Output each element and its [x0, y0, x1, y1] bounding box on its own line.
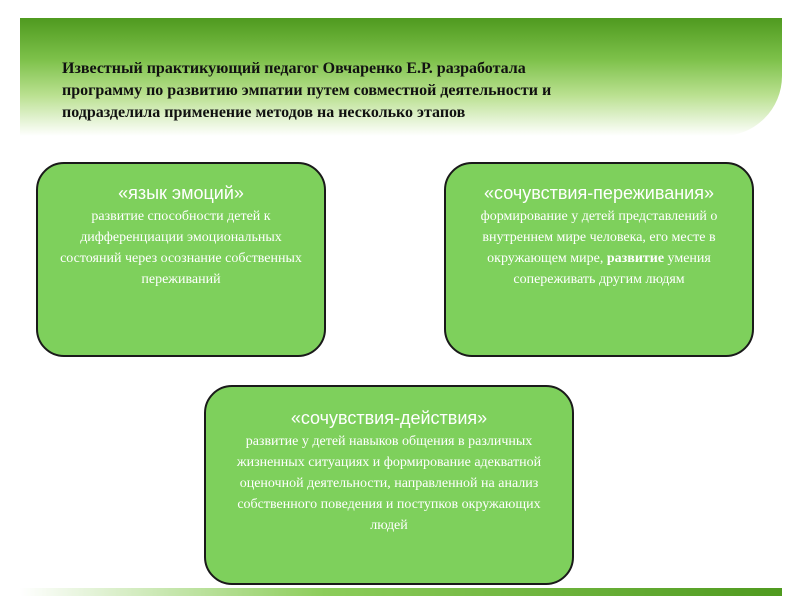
slide-heading: Известный практикующий педагог Овчаренко Е.Р. разработала программу по развитию эмпатии путем совместной деятельности и подразделила применение методов на несколько этапов [62, 60, 552, 121]
card-title: «сочувствия-переживания» [484, 183, 714, 203]
stage-card-sympathy-action [204, 385, 574, 585]
card-description-part: умения сопереживать другим людям [513, 251, 711, 287]
card-description: развитие у детей навыков общения в различных жизненных ситуациях и формирование адекватной оценочной деятельности, направленной на анализ собственного поведения и поступков окружающих людей [236, 434, 542, 533]
footer-decoration [20, 588, 782, 596]
card-title: «сочувствия-действия» [290, 408, 488, 428]
card-description-bold: развитие [606, 251, 665, 266]
card-description: развитие способности детей к дифференциации эмоциональных состояний через осознание собственных переживаний [60, 209, 302, 287]
stage-card-emotion-language [36, 162, 326, 357]
card-description-part: формирование у детей представлений о внутреннем мире человека, его месте в окружающем мире, [480, 209, 718, 266]
card-title: «язык эмоций» [118, 183, 244, 203]
stage-card-sympathy-experience [444, 162, 754, 357]
card-description [460, 206, 738, 290]
